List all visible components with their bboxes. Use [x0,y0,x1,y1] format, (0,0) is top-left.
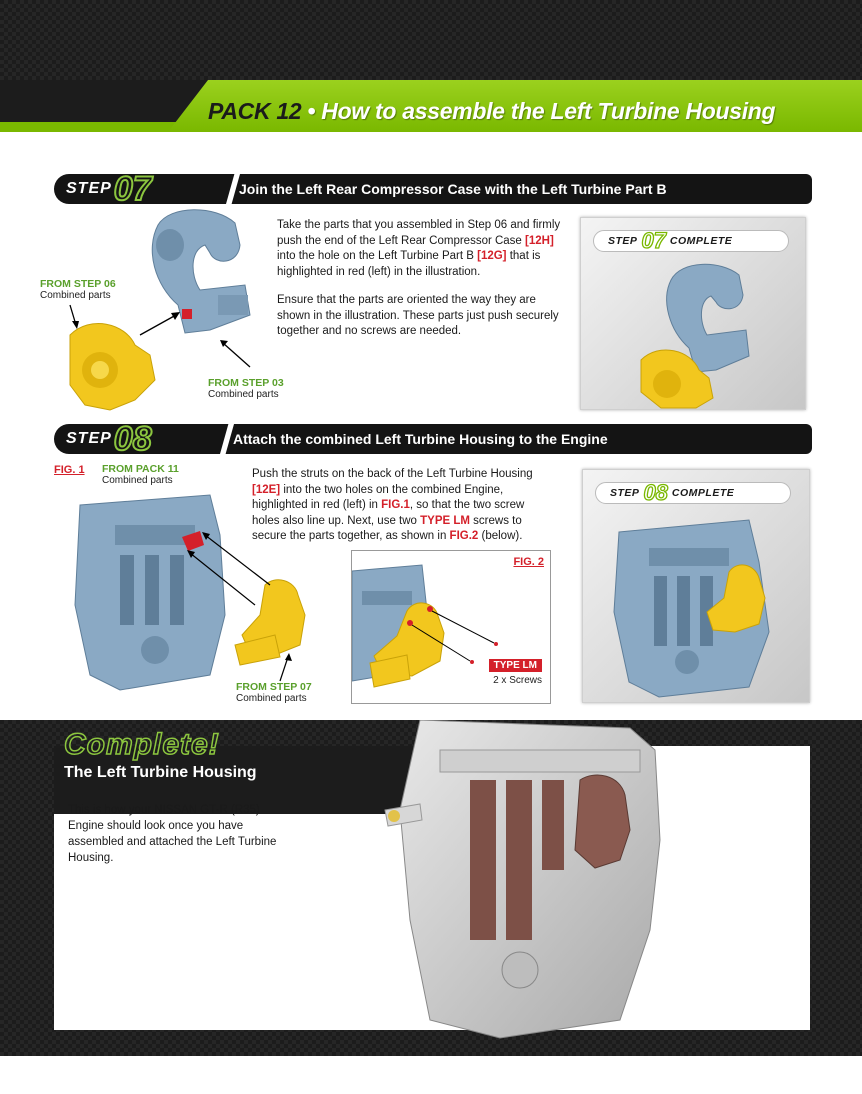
page-bottom-margin [0,1056,862,1094]
ref-fig2: FIG.2 [449,530,479,542]
from-step-07-sub: Combined parts [236,693,307,704]
fig-2-box [351,550,551,704]
complete-label: COMPLETE [671,487,735,499]
title-separator: • [301,98,322,124]
complete-section [0,720,862,1056]
fig-2-label: FIG. 2 [513,556,544,568]
p-part-a: Push the struts on the back of the Left Turbine Housing [252,468,533,480]
p-part-c: , so that the two screw holes also line up. Next, use two [252,499,525,527]
complete-step-number: 07 [641,228,666,253]
from-step-06-sub: Combined parts [40,290,111,301]
step-08-banner [54,420,812,458]
p1-part-c: that is highlighted in red (left) in the illustration. [277,250,541,278]
from-step-06-label [40,278,116,302]
step-07-paragraph-2: Ensure that the parts are oriented the way they are shown in the illustration. These parts just push securely together and no screws are needed. [277,294,559,337]
from-step-03-label [208,377,284,401]
complete-label: COMPLETE [669,235,733,247]
step-07-paragraph-1 [277,218,573,280]
arrow-head [72,321,79,329]
ref-12e: [12E] [252,483,281,496]
step-08-number: 08 [113,420,152,458]
turbine-housing-part [235,580,305,665]
step-07-assembled-part [621,260,771,410]
final-engine-photo [380,720,680,1040]
complete-step-number: 08 [643,480,668,505]
arrow-line [223,343,250,367]
p-part-e: (below). [478,530,523,542]
step-07-complete-box [580,217,806,410]
pack-label: PACK 12 [208,98,302,124]
from-pack-11-sub: Combined parts [102,475,173,486]
p1-part-b: into the hole on the Left Turbine Part B [277,250,478,262]
step-07-number: 07 [113,170,152,208]
banner-slash [220,424,234,454]
page-header [0,0,862,132]
fig-1-label: FIG. 1 [54,464,85,476]
step-07-word: STEP [66,180,112,197]
arrow-line [280,657,288,681]
ref-fig1: FIG.1 [381,499,410,511]
step-07-logo [66,172,152,206]
from-step-03-title: FROM STEP 03 [208,377,284,389]
step-08-logo [66,422,152,456]
p-part-d: screws to secure the parts together, as shown in [252,514,522,542]
page-title [208,98,775,125]
step-08-heading: Attach the combined Left Turbine Housing to the Engine [233,431,608,447]
step-07-complete-pill [593,230,789,252]
p1-part-a: Take the parts that you assembled in Step 06 and firmly push the end of the Left Rear Compressor Case [277,219,561,247]
engine-block [75,495,225,690]
step-07-heading: Join the Left Rear Compressor Case with the Left Turbine Part B [239,181,667,197]
arrow-line [140,315,176,335]
from-step-03-sub: Combined parts [208,389,279,400]
complete-text: This is how your NISSAN GT-R (R35) Engine should look once you have assembled and attached the Left Turbine Housing. [68,804,277,864]
compressor-case-part [152,210,250,333]
from-step-07-title: FROM STEP 07 [236,681,312,693]
step-08-complete-pill [595,482,791,504]
type-lm-badge: TYPE LM [489,659,542,672]
ref-type-lm: TYPE LM [420,514,470,527]
screws-count: 2 x Screws [493,675,542,686]
from-pack-11-title: FROM PACK 11 [102,463,179,475]
ref-12h: [12H] [525,234,554,247]
step-07-banner [54,170,812,208]
arrow-head [285,653,292,661]
red-highlight-hole [182,309,192,319]
step-08-assembled-engine [609,512,799,698]
step-08-paragraph [252,467,554,545]
ref-12g: [12G] [477,250,507,262]
title-text: How to assemble the Left Turbine Housing [321,98,776,124]
complete-title: Complete! [64,728,220,761]
from-pack-11-label [102,463,179,487]
complete-step-word: STEP [610,487,640,499]
complete-subtitle: The Left Turbine Housing [64,764,257,781]
from-step-06-title: FROM STEP 06 [40,278,116,290]
banner-slash [226,174,240,204]
step-08-word: STEP [66,430,112,447]
turbine-part-b [70,324,155,410]
from-step-07-label [236,681,312,705]
complete-step-word: STEP [608,235,638,247]
step-08-complete-box [582,469,810,703]
arrow-head [171,312,180,320]
p-part-b: into the two holes on the combined Engine, highlighted in red (left) in [252,483,504,511]
